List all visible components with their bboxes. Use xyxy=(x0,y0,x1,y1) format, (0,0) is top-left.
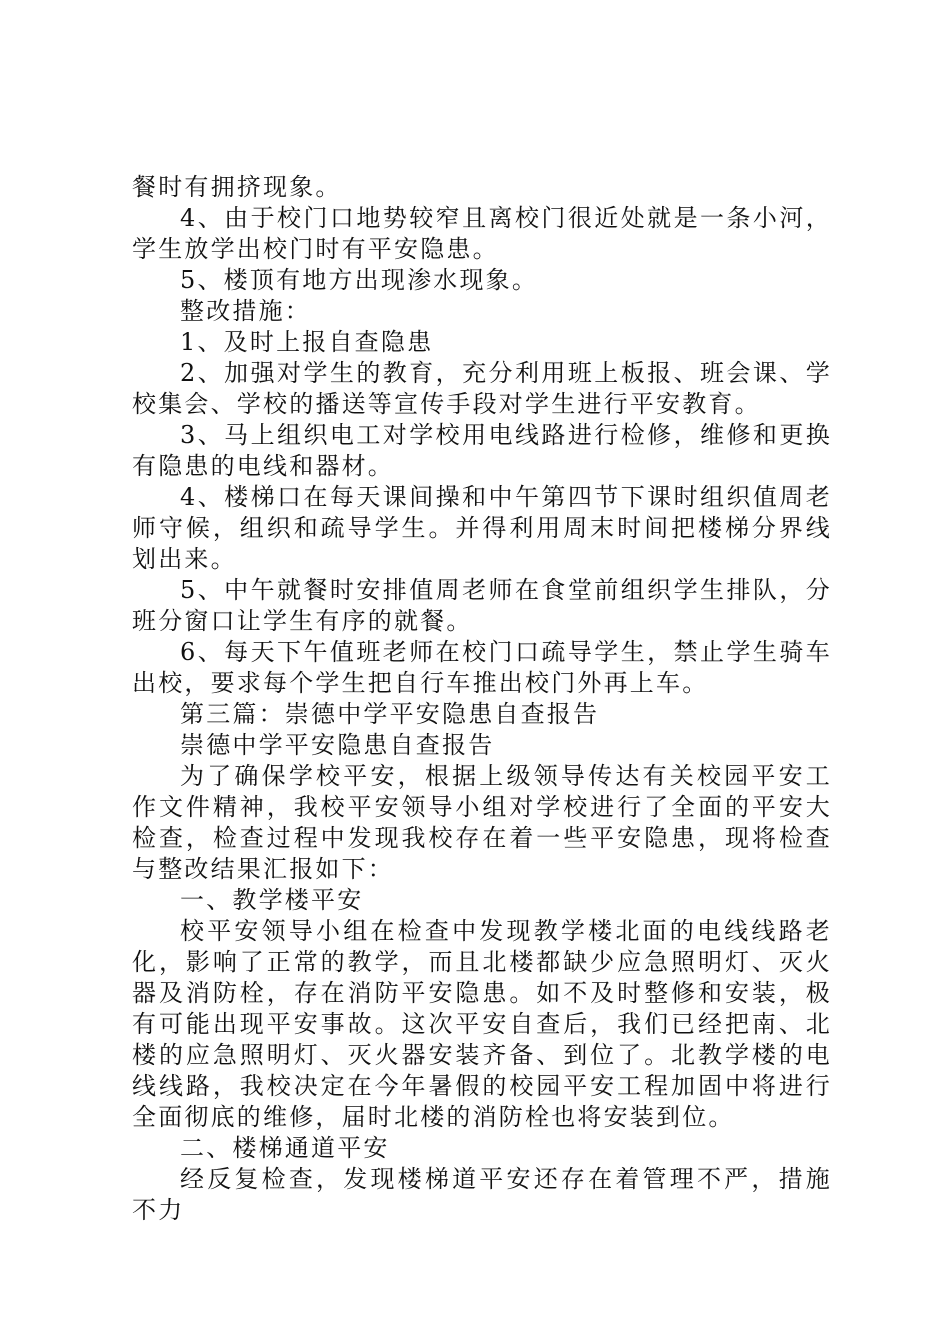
paragraph-measure-4: 4、楼梯口在每天课间操和中午第四节下课时组织值周老师守候，组织和疏导学生。并得利用周末时间把楼梯分界线划出来。 xyxy=(132,483,832,573)
paragraph-teaching-building: 校平安领导小组在检查中发现教学楼北面的电线线路老化，影响了正常的教学，而且北楼都缺少应急照明灯、灭火器及消防栓，存在消防平安隐患。如不及时整修和安装，极有可能出现平安事故。这次平安自查后，我们已经把南、北楼的应急照明灯、灭火器安装齐备、到位了。北教学楼的电线线路，我校决定在今年暑假的校园平安工程加固中将进行全面彻底的维修，届时北楼的消防栓也将安装到位。 xyxy=(132,917,832,1131)
paragraph-measure-3: 3、马上组织电工对学校用电线路进行检修，维修和更换有隐患的电线和器材。 xyxy=(132,421,832,480)
document-page xyxy=(132,172,832,1226)
section-heading-teaching-building: 一、教学楼平安 xyxy=(180,886,364,914)
section-heading-stairway: 二、楼梯通道平安 xyxy=(180,1134,390,1162)
paragraph-item-5-roof: 5、楼顶有地方出现渗水现象。 xyxy=(180,266,539,294)
paragraph-measure-5: 5、中午就餐时安排值周老师在食堂前组织学生排队，分班分窗口让学生有序的就餐。 xyxy=(132,576,832,635)
report-title: 崇德中学平安隐患自查报告 xyxy=(180,731,495,759)
section-heading-measures: 整改措施： xyxy=(180,297,311,325)
paragraph-measure-2: 2、加强对学生的教育，充分利用班上板报、班会课、学校集会、学校的播送等宣传手段对学生进行平安教育。 xyxy=(132,359,832,418)
paragraph-measure-1: 1、及时上报自查隐患 xyxy=(180,328,434,356)
paragraph-measure-6: 6、每天下午值班老师在校门口疏导学生，禁止学生骑车出校，要求每个学生把自行车推出校门外再上车。 xyxy=(132,638,832,697)
chapter-title: 第三篇：崇德中学平安隐患自查报告 xyxy=(180,700,600,728)
paragraph-intro: 为了确保学校平安，根据上级领导传达有关校园平安工作文件精神，我校平安领导小组对学校进行了全面的平安大检查，检查过程中发现我校存在着一些平安隐患，现将检查与整改结果汇报如下： xyxy=(132,762,832,883)
paragraph-item-4-gate: 4、由于校门口地势较窄且离校门很近处就是一条小河，学生放学出校门时有平安隐患。 xyxy=(132,204,832,263)
paragraph-stairway: 经反复检查，发现楼梯道平安还存在着管理不严，措施不力 xyxy=(132,1165,832,1224)
paragraph-continuation: 餐时有拥挤现象。 xyxy=(132,173,342,201)
